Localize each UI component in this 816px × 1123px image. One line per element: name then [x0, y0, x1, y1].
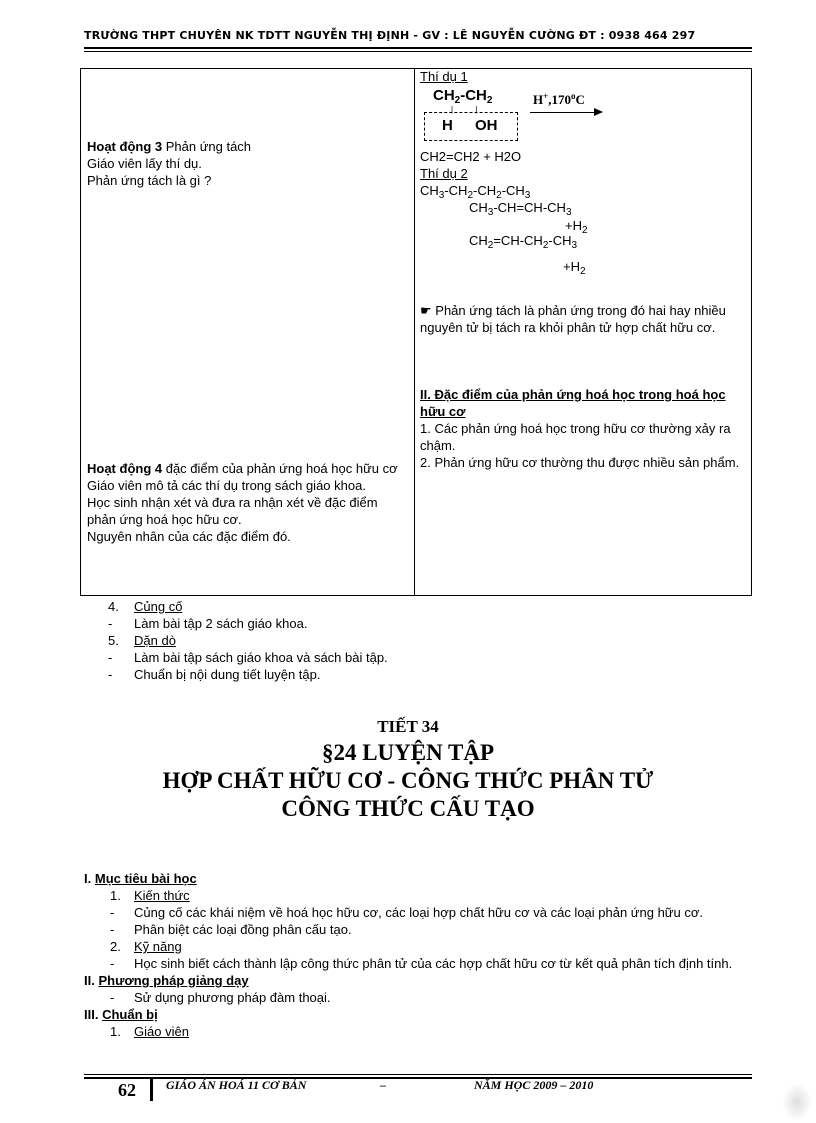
- activity-4: [87, 460, 407, 545]
- footer-divider: [150, 1079, 153, 1101]
- reaction-condition: H+,170$^o$C: [533, 91, 585, 107]
- lesson-table: [80, 68, 752, 596]
- objective-bullet: - Phân biệt các loại đồng phân cấu tạo.: [110, 922, 352, 937]
- footer-school-year: NĂM HỌC 2009 – 2010: [474, 1078, 594, 1092]
- example-1-label: Thí dụ 1: [420, 69, 468, 84]
- activity-4-label: Hoạt động 4: [87, 461, 163, 476]
- example-2-product-2: $CH_2=CH-CH_2-CH_3$: [469, 233, 578, 251]
- footer-dash: –: [380, 1078, 386, 1092]
- pointing-hand-icon: ☛: [420, 303, 432, 318]
- footer-rule-thin: [84, 1074, 752, 1075]
- example-2-label: Thí dụ 2: [420, 166, 468, 181]
- lesson-number: TIẾT 34: [377, 717, 439, 736]
- hydrogen-byproduct: $+H_2$: [563, 259, 586, 277]
- activity-4-title: đặc điểm của phản ứng hoá học hữu cơ: [162, 461, 398, 476]
- arrow-head-icon: [594, 108, 603, 116]
- activity-3-label: Hoạt động 3: [87, 139, 163, 154]
- objective-bullet: - Sử dụng phương pháp đàm thoại.: [110, 990, 331, 1005]
- section-heading: III. Chuẩn bị: [84, 1007, 158, 1022]
- elimination-box: [424, 112, 518, 141]
- activity-3-line: Giáo viên lấy thí dụ.: [87, 156, 202, 171]
- activity-4-line: Giáo viên mô tả các thí dụ trong sách giáo khoa.: [87, 478, 366, 493]
- activity-3-title: Phản ứng tách: [162, 139, 252, 154]
- section-heading: I. Mục tiêu bài học: [84, 871, 197, 886]
- page-header: TRƯỜNG THPT CHUYÊN NK TDTT NGUYỄN THỊ ĐỊNH - GV : LÊ NGUYỄN CƯỜNG ĐT : 0938 464 297: [84, 29, 696, 42]
- objective-subheading: 1. Kiến thức: [110, 888, 190, 903]
- objective-subheading: 1. Giáo viên: [110, 1024, 189, 1039]
- dashed-group: [420, 69, 530, 149]
- section-heading: II. Phương pháp giảng dạy: [84, 973, 249, 988]
- section-2-title: II. Đặc điểm của phản ứng hoá học trong hoá học hữu cơ: [420, 387, 726, 419]
- definition: ☛ Phản ứng tách là phản ứng trong đó hai hay nhiều nguyên tử bị tách ra khỏi phân tử hợp chất hữu cơ.: [420, 303, 726, 335]
- objective-bullet: - Học sinh biết cách thành lập công thức phân tử của các hợp chất hữu cơ từ kết quả phân tích định tính.: [110, 956, 733, 971]
- section-2-line: 1. Các phản ứng hoá học trong hữu cơ thường xảy ra chậm.: [420, 421, 731, 453]
- header-rule-thin: [84, 51, 752, 52]
- scan-smudge: [782, 1083, 812, 1121]
- h-atom: H: [442, 117, 453, 134]
- bond-mark: | |: [451, 105, 478, 114]
- table-column-divider: [414, 69, 415, 595]
- reaction-arrow: [530, 112, 596, 113]
- activity-3-line: Phản ứng tách là gì ?: [87, 173, 212, 188]
- objective-bullet: - Củng cố các khái niệm về hoá học hữu cơ, các loại hợp chất hữu cơ và các loại phản ứng hữu cơ.: [110, 905, 703, 920]
- activity-4-line: Học sinh nhận xét và đưa ra nhận xét về đặc điểm phản ứng hoá học hữu cơ.: [87, 495, 378, 527]
- example-1-formula: $CH_2-CH_2$: [433, 87, 493, 106]
- section-2: [420, 386, 746, 471]
- example-2-reactant: $CH_3-CH_2-CH_2-CH_3$: [420, 183, 531, 201]
- footer-course: GIÁO ÁN HOÁ 11 CƠ BẢN: [166, 1078, 307, 1092]
- activity-4-line: Nguyên nhân của các đặc điểm đó.: [87, 529, 291, 544]
- header-rule: [84, 47, 752, 49]
- lesson-title-line-1: HỢP CHẤT HỮU CƠ - CÔNG THỨC PHÂN TỬ: [162, 768, 654, 793]
- lesson-section: §24 LUYỆN TẬP: [321, 740, 495, 765]
- activity-3: [87, 138, 405, 189]
- objective-subheading: 2. Kỹ năng: [110, 939, 182, 954]
- section-2-line: 2. Phản ứng hữu cơ thường thu được nhiều sản phẩm.: [420, 455, 740, 470]
- objectives: [84, 870, 754, 1040]
- hydrogen-byproduct: $+H_2$: [565, 218, 588, 236]
- lesson-title-line-2: CÔNG THỨC CẤU TẠO: [281, 796, 535, 821]
- example-1-product: CH2=CH2 + H2O: [420, 149, 522, 164]
- oh-group: OH: [475, 117, 498, 134]
- example-2-product-1: $CH_3-CH=CH-CH_3$: [469, 200, 572, 218]
- page-number: 62: [118, 1080, 136, 1100]
